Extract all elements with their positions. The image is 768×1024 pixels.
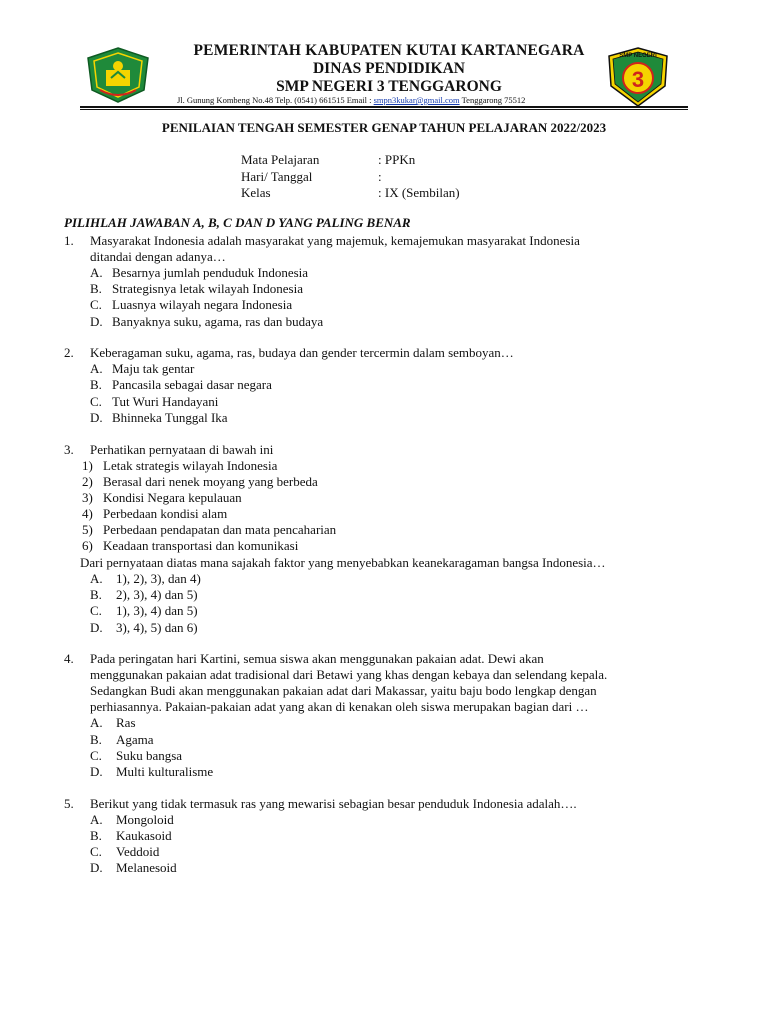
info-row-date	[241, 169, 541, 186]
info-label: Hari/ Tanggal	[241, 168, 313, 184]
info-value: :	[378, 168, 382, 184]
option-text[interactable]: Veddoid	[116, 844, 160, 859]
option-text[interactable]: Besarnya jumlah penduduk Indonesia	[112, 265, 309, 280]
option-letter: B.	[90, 828, 102, 843]
letterhead-text	[164, 42, 614, 96]
option-letter: B.	[90, 732, 102, 747]
statement-text: Kondisi Negara kepulauan	[103, 490, 242, 505]
question-text-line: Masyarakat Indonesia adalah masyarakat yang majemuk, kemajemukan masyarakat Indonesia	[90, 233, 580, 248]
question-text-line: ditandai dengan adanya…	[90, 249, 226, 264]
question-number: 1.	[64, 233, 74, 248]
question-number: 3.	[64, 442, 74, 457]
option-letter: A.	[90, 571, 103, 586]
info-label: Mata Pelajaran	[241, 152, 320, 167]
letterhead	[78, 42, 698, 108]
letterhead-department: DINAS PENDIDIKAN	[312, 60, 465, 77]
info-label: Kelas	[241, 185, 271, 200]
kutai-kartanegara-logo-icon	[84, 46, 152, 104]
option-text[interactable]: Melanesoid	[116, 860, 177, 875]
option-letter: C.	[90, 297, 102, 312]
question-text-line: Sedangkan Budi akan menggunakan pakaian adat dari Makassar, yaitu baju bodo lengkap dengan	[90, 683, 597, 698]
school-logo-text: SMP NEGERI	[619, 53, 657, 59]
letterhead-address	[177, 95, 525, 105]
address-suffix: Tenggarong 75512	[461, 95, 526, 105]
question-text-line: Berikut yang tidak termasuk ras yang mewarisi sebagian besar penduduk Indonesia adalah….	[90, 796, 577, 811]
letterhead-rule-thick	[80, 106, 688, 108]
statement-number: 5)	[82, 522, 93, 537]
question-number: 2.	[64, 345, 74, 360]
info-value: : IX (Sembilan)	[378, 185, 460, 200]
statement-text: Keadaan transportasi dan komunikasi	[103, 538, 299, 553]
question-text-line: menggunakan pakaian adat tradisional dari Betawi yang khas dengan kebaya dan selendang kepala.	[90, 667, 608, 682]
question-text-line: Perhatikan pernyataan di bawah ini	[90, 442, 274, 457]
option-letter: A.	[90, 812, 103, 827]
option-letter: D.	[90, 764, 103, 779]
option-letter: C.	[90, 394, 102, 409]
statement-number: 4)	[82, 506, 93, 521]
option-letter: A.	[90, 361, 103, 376]
statement-text: Letak strategis wilayah Indonesia	[103, 458, 278, 473]
option-letter: D.	[90, 314, 103, 329]
option-letter: B.	[90, 587, 102, 602]
email-link[interactable]: smpn3kukar@gmail.com	[373, 95, 460, 105]
option-text[interactable]: 1), 3), 4) dan 5)	[116, 603, 198, 618]
info-row-class	[241, 185, 541, 202]
option-text[interactable]: Suku bangsa	[116, 748, 183, 763]
option-text[interactable]: Ras	[116, 715, 136, 730]
statement-text: Perbedaan kondisi alam	[103, 506, 228, 521]
option-text[interactable]: Tut Wuri Handayani	[112, 394, 219, 409]
option-text[interactable]: Maju tak gentar	[112, 361, 195, 376]
letterhead-rule-thin	[80, 109, 688, 110]
statement-number: 6)	[82, 538, 93, 553]
option-letter: C.	[90, 748, 102, 763]
option-text[interactable]: Bhinneka Tunggal Ika	[112, 410, 228, 425]
option-letter: C.	[90, 844, 102, 859]
exam-info	[241, 152, 541, 202]
option-text[interactable]: 1), 2), 3), dan 4)	[116, 571, 201, 586]
option-text[interactable]: Strategisnya letak wilayah Indonesia	[112, 281, 303, 296]
letterhead-government: PEMERINTAH KABUPATEN KUTAI KARTANEGARA	[193, 42, 585, 59]
option-text[interactable]: 2), 3), 4) dan 5)	[116, 587, 198, 602]
option-letter: D.	[90, 860, 103, 875]
option-text[interactable]: Banyaknya suku, agama, ras dan budaya	[112, 314, 324, 329]
option-text[interactable]: Luasnya wilayah negara Indonesia	[112, 297, 293, 312]
statement-text: Perbedaan pendapatan dan mata pencaharian	[103, 522, 337, 537]
question-followup: Dari pernyataan diatas mana sajakah faktor yang menyebabkan keanekaragaman bangsa Indonesia…	[80, 555, 606, 570]
instruction: PILIHLAH JAWABAN A, B, C DAN D YANG PALING BENAR	[64, 215, 411, 230]
option-text[interactable]: 3), 4), 5) dan 6)	[116, 620, 198, 635]
option-text[interactable]: Pancasila sebagai dasar negara	[112, 377, 272, 392]
info-value: : PPKn	[378, 152, 416, 167]
question-text-line: perhiasannya. Pakaian-pakaian adat yang akan di kenakan oleh siswa merupakan bagian dari …	[90, 699, 589, 714]
option-letter: D.	[90, 410, 103, 425]
address-prefix: Jl. Gunung Kombeng No.48 Telp. (0541) 661515 Email :	[177, 95, 372, 105]
question-text-line: Pada peringatan hari Kartini, semua siswa akan menggunakan pakaian adat. Dewi akan	[90, 651, 544, 666]
option-letter: A.	[90, 265, 103, 280]
statement-number: 3)	[82, 490, 93, 505]
option-text[interactable]: Multi kulturalisme	[116, 764, 214, 779]
option-text[interactable]: Mongoloid	[116, 812, 174, 827]
statement-number: 1)	[82, 458, 93, 473]
option-letter: C.	[90, 603, 102, 618]
option-letter: B.	[90, 281, 102, 296]
info-row-subject	[241, 152, 541, 169]
option-letter: B.	[90, 377, 102, 392]
exam-title: PENILAIAN TENGAH SEMESTER GENAP TAHUN PELAJARAN 2022/2023	[161, 120, 607, 135]
school-logo-number: 3	[631, 67, 645, 92]
option-letter: D.	[90, 620, 103, 635]
letterhead-school: SMP NEGERI 3 TENGGARONG	[276, 78, 502, 95]
question-number: 5.	[64, 796, 74, 811]
school-logo-icon	[605, 46, 671, 108]
option-text[interactable]: Kaukasoid	[116, 828, 172, 843]
option-letter: A.	[90, 715, 103, 730]
statement-number: 2)	[82, 474, 93, 489]
statement-text: Berasal dari nenek moyang yang berbeda	[103, 474, 318, 489]
option-text[interactable]: Agama	[116, 732, 154, 747]
question-number: 4.	[64, 651, 74, 666]
question-text-line: Keberagaman suku, agama, ras, budaya dan gender tercermin dalam semboyan…	[90, 345, 514, 360]
